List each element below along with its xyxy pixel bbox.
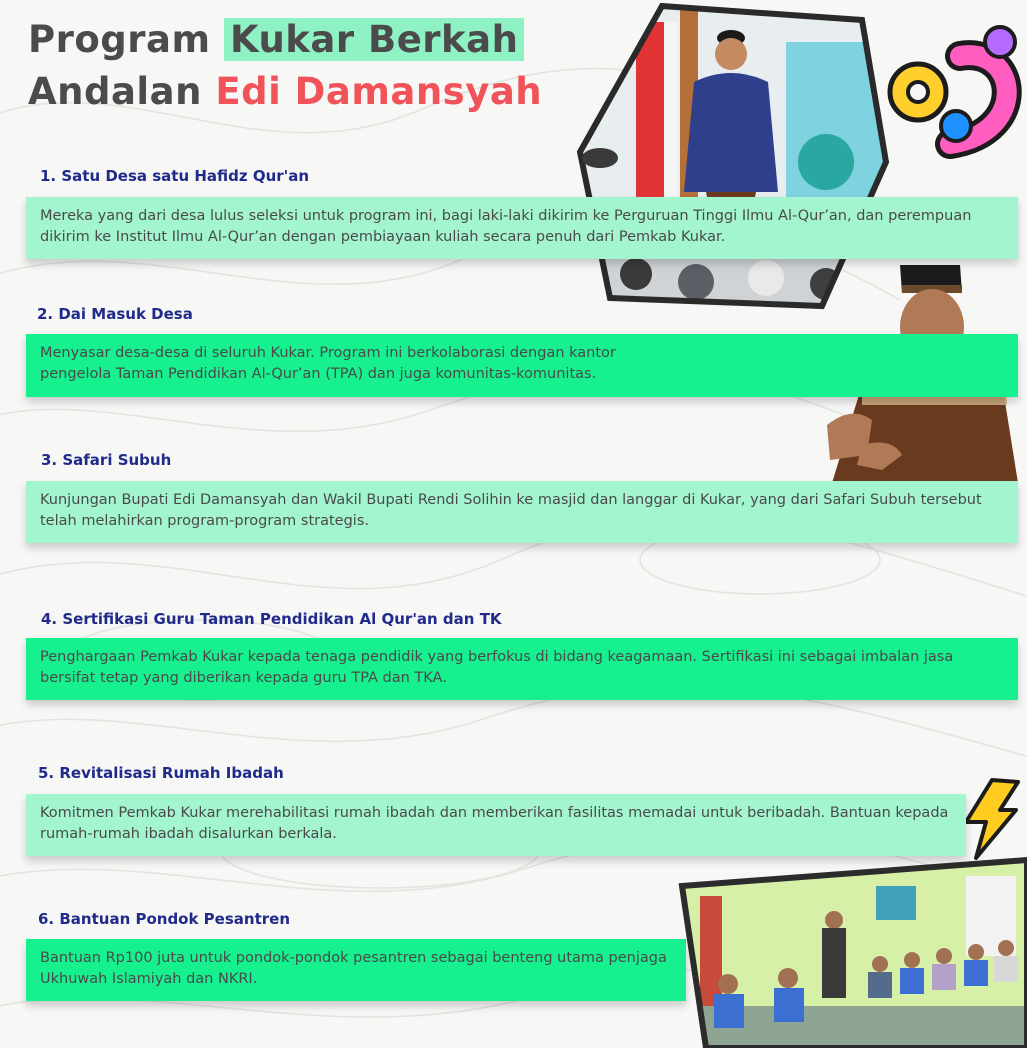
- program-3-description: Kunjungan Bupati Edi Damansyah dan Wakil Bupati Rendi Solihin ke masjid dan langgar di Kukar, yang dari Safari Subuh tersebut telah melahirkan program-program strategis.: [26, 481, 1018, 543]
- title-prefix-1: Program: [28, 18, 211, 61]
- title-line-1: [28, 14, 542, 66]
- program-2-description: Menyasar desa-desa di seluruh Kukar. Program ini berkolaborasi dengan kantor pengelola Taman Pendidikan Al-Qur’an (TPA) dan juga komunitas-komunitas.: [26, 334, 1018, 397]
- program-5-description: Komitmen Pemkab Kukar merehabilitasi rumah ibadah dan memberikan fasilitas memadai untuk beribadah. Bantuan kepada rumah-rumah ibadah disalurkan berkala.: [26, 794, 966, 856]
- decorative-shapes-icon: [880, 20, 1025, 160]
- title-highlight-1: Kukar Berkah: [224, 18, 525, 61]
- title-line-2: [28, 66, 542, 118]
- program-5-title: 5. Revitalisasi Rumah Ibadah: [38, 764, 284, 782]
- program-4-description: Penghargaan Pemkab Kukar kepada tenaga pendidik yang berfokus di bidang keagamaan. Sertifikasi ini sebagai imbalan jasa bersifat tetap yang diberikan kepada guru TPA dan TKA.: [26, 638, 1018, 700]
- program-2-title: 2. Dai Masuk Desa: [37, 305, 193, 323]
- program-6-description: Bantuan Rp100 juta untuk pondok-pondok pesantren sebagai benteng utama penjaga Ukhuwah Islamiyah dan NKRI.: [26, 939, 686, 1001]
- lightning-bolt-icon: [960, 778, 1024, 860]
- program-4-title: 4. Sertifikasi Guru Taman Pendidikan Al Qur'an dan TK: [41, 610, 502, 628]
- program-6-title: 6. Bantuan Pondok Pesantren: [38, 910, 290, 928]
- program-3-title: 3. Safari Subuh: [41, 451, 172, 469]
- program-1-description: Mereka yang dari desa lulus seleksi untuk program ini, bagi laki-laki dikirim ke Perguruan Tinggi Ilmu Al-Qur’an, dan perempuan dikirim ke Institut Ilmu Al-Qur’an dengan pembiayaan kuliah secara penuh dari Pemkab Kukar.: [26, 197, 1018, 259]
- title-highlight-2: Edi Damansyah: [215, 70, 543, 113]
- mosque-gathering-photo: [676, 856, 1027, 1048]
- title-prefix-2: Andalan: [28, 70, 202, 113]
- page-title: [28, 14, 542, 118]
- program-1-title: 1. Satu Desa satu Hafidz Qur'an: [40, 167, 310, 185]
